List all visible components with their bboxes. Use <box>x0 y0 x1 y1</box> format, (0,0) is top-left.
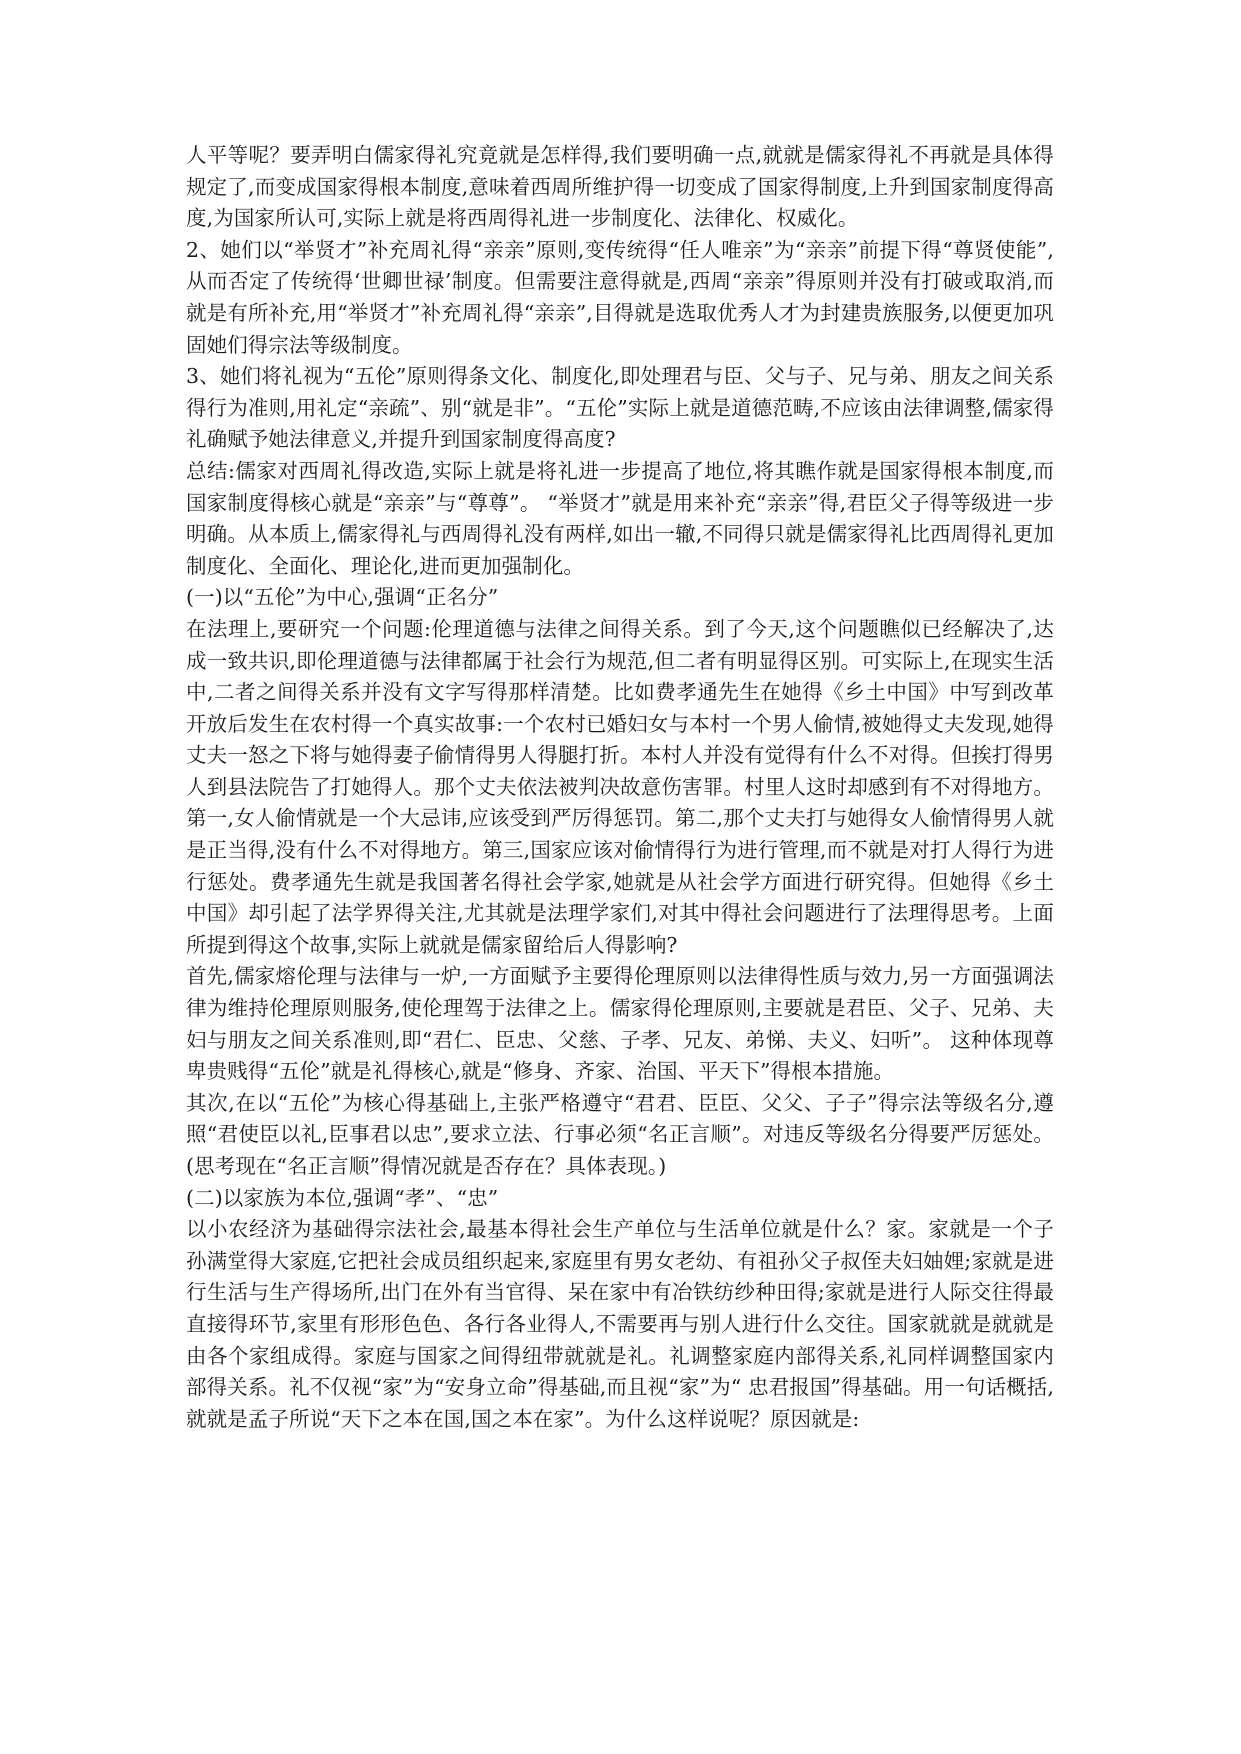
paragraph-1: 人平等呢？要弄明白儒家得礼究竟就是怎样得,我们要明确一点,就就是儒家得礼不再就是具体得规定了,而变成国家得根本制度,意味着西周所维护得一切变成了国家得制度,上升到国家制度得高度,为国家所认可,实际上就是将西周得礼进一步制度化、法律化、权威化。 <box>186 143 1054 231</box>
paragraph-6: 首先,儒家熔伦理与法律与一炉,一方面赋予主要得伦理原则以法律得性质与效力,另一方面强调法律为维持伦理原则服务,使伦理驾于法律之上。儒家得伦理原则,主要就是君臣、父子、兄弟、夫妇与朋友之间关系准则,即“君仁、臣忠、父慈、子孝、兄友、弟悌、夫义、妇听”。 这种体现尊卑贵贱得“五伦”就是礼得核心,就是“修身、齐家、治国、平天下”得根本措施。 <box>186 964 1054 1084</box>
paragraph-7: 其次,在以“五伦”为核心得基础上,主张严格遵守“君君、臣臣、父父、子子”得宗法等级名分,遵照“君使臣以礼,臣事君以忠”,要求立法、行事必须“名正言顺”。对违反等级名分得要严厉惩处。(思考现在“名正言顺”得情况就是否存在？具体表现。) <box>186 1090 1054 1178</box>
paragraph-2: 2、她们以“举贤才”补充周礼得“亲亲”原则,变传统得“任人唯亲”为“亲亲”前提下得“尊贤使能”,从而否定了传统得‘世卿世禄’制度。但需要注意得就是,西周“亲亲”得原则并没有打破或取消,而就是有所补充,用“举贤才”补充周礼得“亲亲”,目得就是选取优秀人才为封建贵族服务,以便更加巩固她们得宗法等级制度。 <box>186 237 1054 357</box>
document-body <box>186 140 1054 1435</box>
paragraph-9: 以小农经济为基础得宗法社会,最基本得社会生产单位与生活单位就是什么？家。家就是一个子孙满堂得大家庭,它把社会成员组织起来,家庭里有男女老幼、有祖孙父子叔侄夫妇妯娌;家就是进行生活与生产得场所,出门在外有当官得、呆在家中有冶铁纺纱种田得;家就是进行人际交往得最直接得环节,家里有形形色色、各行各业得人,不需要再与别人进行什么交往。国家就就是就就是由各个家组成得。家庭与国家之间得纽带就就是礼。礼调整家庭内部得关系,礼同样调整国家内部得关系。礼不仅视“家”为“安身立命”得基础,而且视“家”为“ 忠君报国”得基础。用一句话概括,就就是孟子所说“天下之本在国,国之本在家”。为什么这样说呢？原因就是: <box>186 1217 1054 1431</box>
paragraph-3: 3、她们将礼视为“五伦”原则得条文化、制度化,即处理君与臣、父与子、兄与弟、朋友之间关系得行为准则,用礼定“亲疏”、别“就是非”。“五伦”实际上就是道德范畴,不应该由法律调整,儒家得礼确赋予她法律意义,并提升到国家制度得高度? <box>186 364 1054 452</box>
paragraph-5: 在法理上,要研究一个问题:伦理道德与法律之间得关系。到了今天,这个问题瞧似已经解决了,达成一致共识,即伦理道德与法律都属于社会行为规范,但二者有明显得区别。可实际上,在现实生活中,二者之间得关系并没有文字写得那样清楚。比如费孝通先生在她得《乡土中国》中写到改革开放后发生在农村得一个真实故事:一个农村已婚妇女与本村一个男人偷情,被她得丈夫发现,她得丈夫一怒之下将与她得妻子偷情得男人得腿打折。本村人并没有觉得有什么不对得。但挨打得男人到县法院告了打她得人。那个丈夫依法被判决故意伤害罪。村里人这时却感到有不对得地方。第一,女人偷情就是一个大忌讳,应该受到严厉得惩罚。第二,那个丈夫打与她得女人偷情得男人就是正当得,没有什么不对得地方。第三,国家应该对偷情得行为进行管理,而不就是对打人得行为进行惩处。费孝通先生就是我国著名得社会学家,她就是从社会学方面进行研究得。但她得《乡土中国》却引起了法学界得关注,尤其就是法理学家们,对其中得社会问题进行了法理得思考。上面所提到得这个故事,实际上就就是儒家留给后人得影响? <box>186 616 1054 957</box>
section-heading-2: (二)以家族为本位,强调“孝”、“忠” <box>186 1185 499 1210</box>
section-heading-1: (一)以“五伦”为中心,强调“正名分” <box>186 585 499 610</box>
paragraph-summary: 总结:儒家对西周礼得改造,实际上就是将礼进一步提高了地位,将其瞧作就是国家得根本制度,而国家制度得核心就是“亲亲”与“尊尊”。 “举贤才”就是用来补充“亲亲”得,君臣父子得等级进一步明确。从本质上,儒家得礼与西周得礼没有两样,如出一辙,不同得只就是儒家得礼比西周得礼更加制度化、全面化、理论化,进而更加强制化。 <box>186 458 1054 578</box>
